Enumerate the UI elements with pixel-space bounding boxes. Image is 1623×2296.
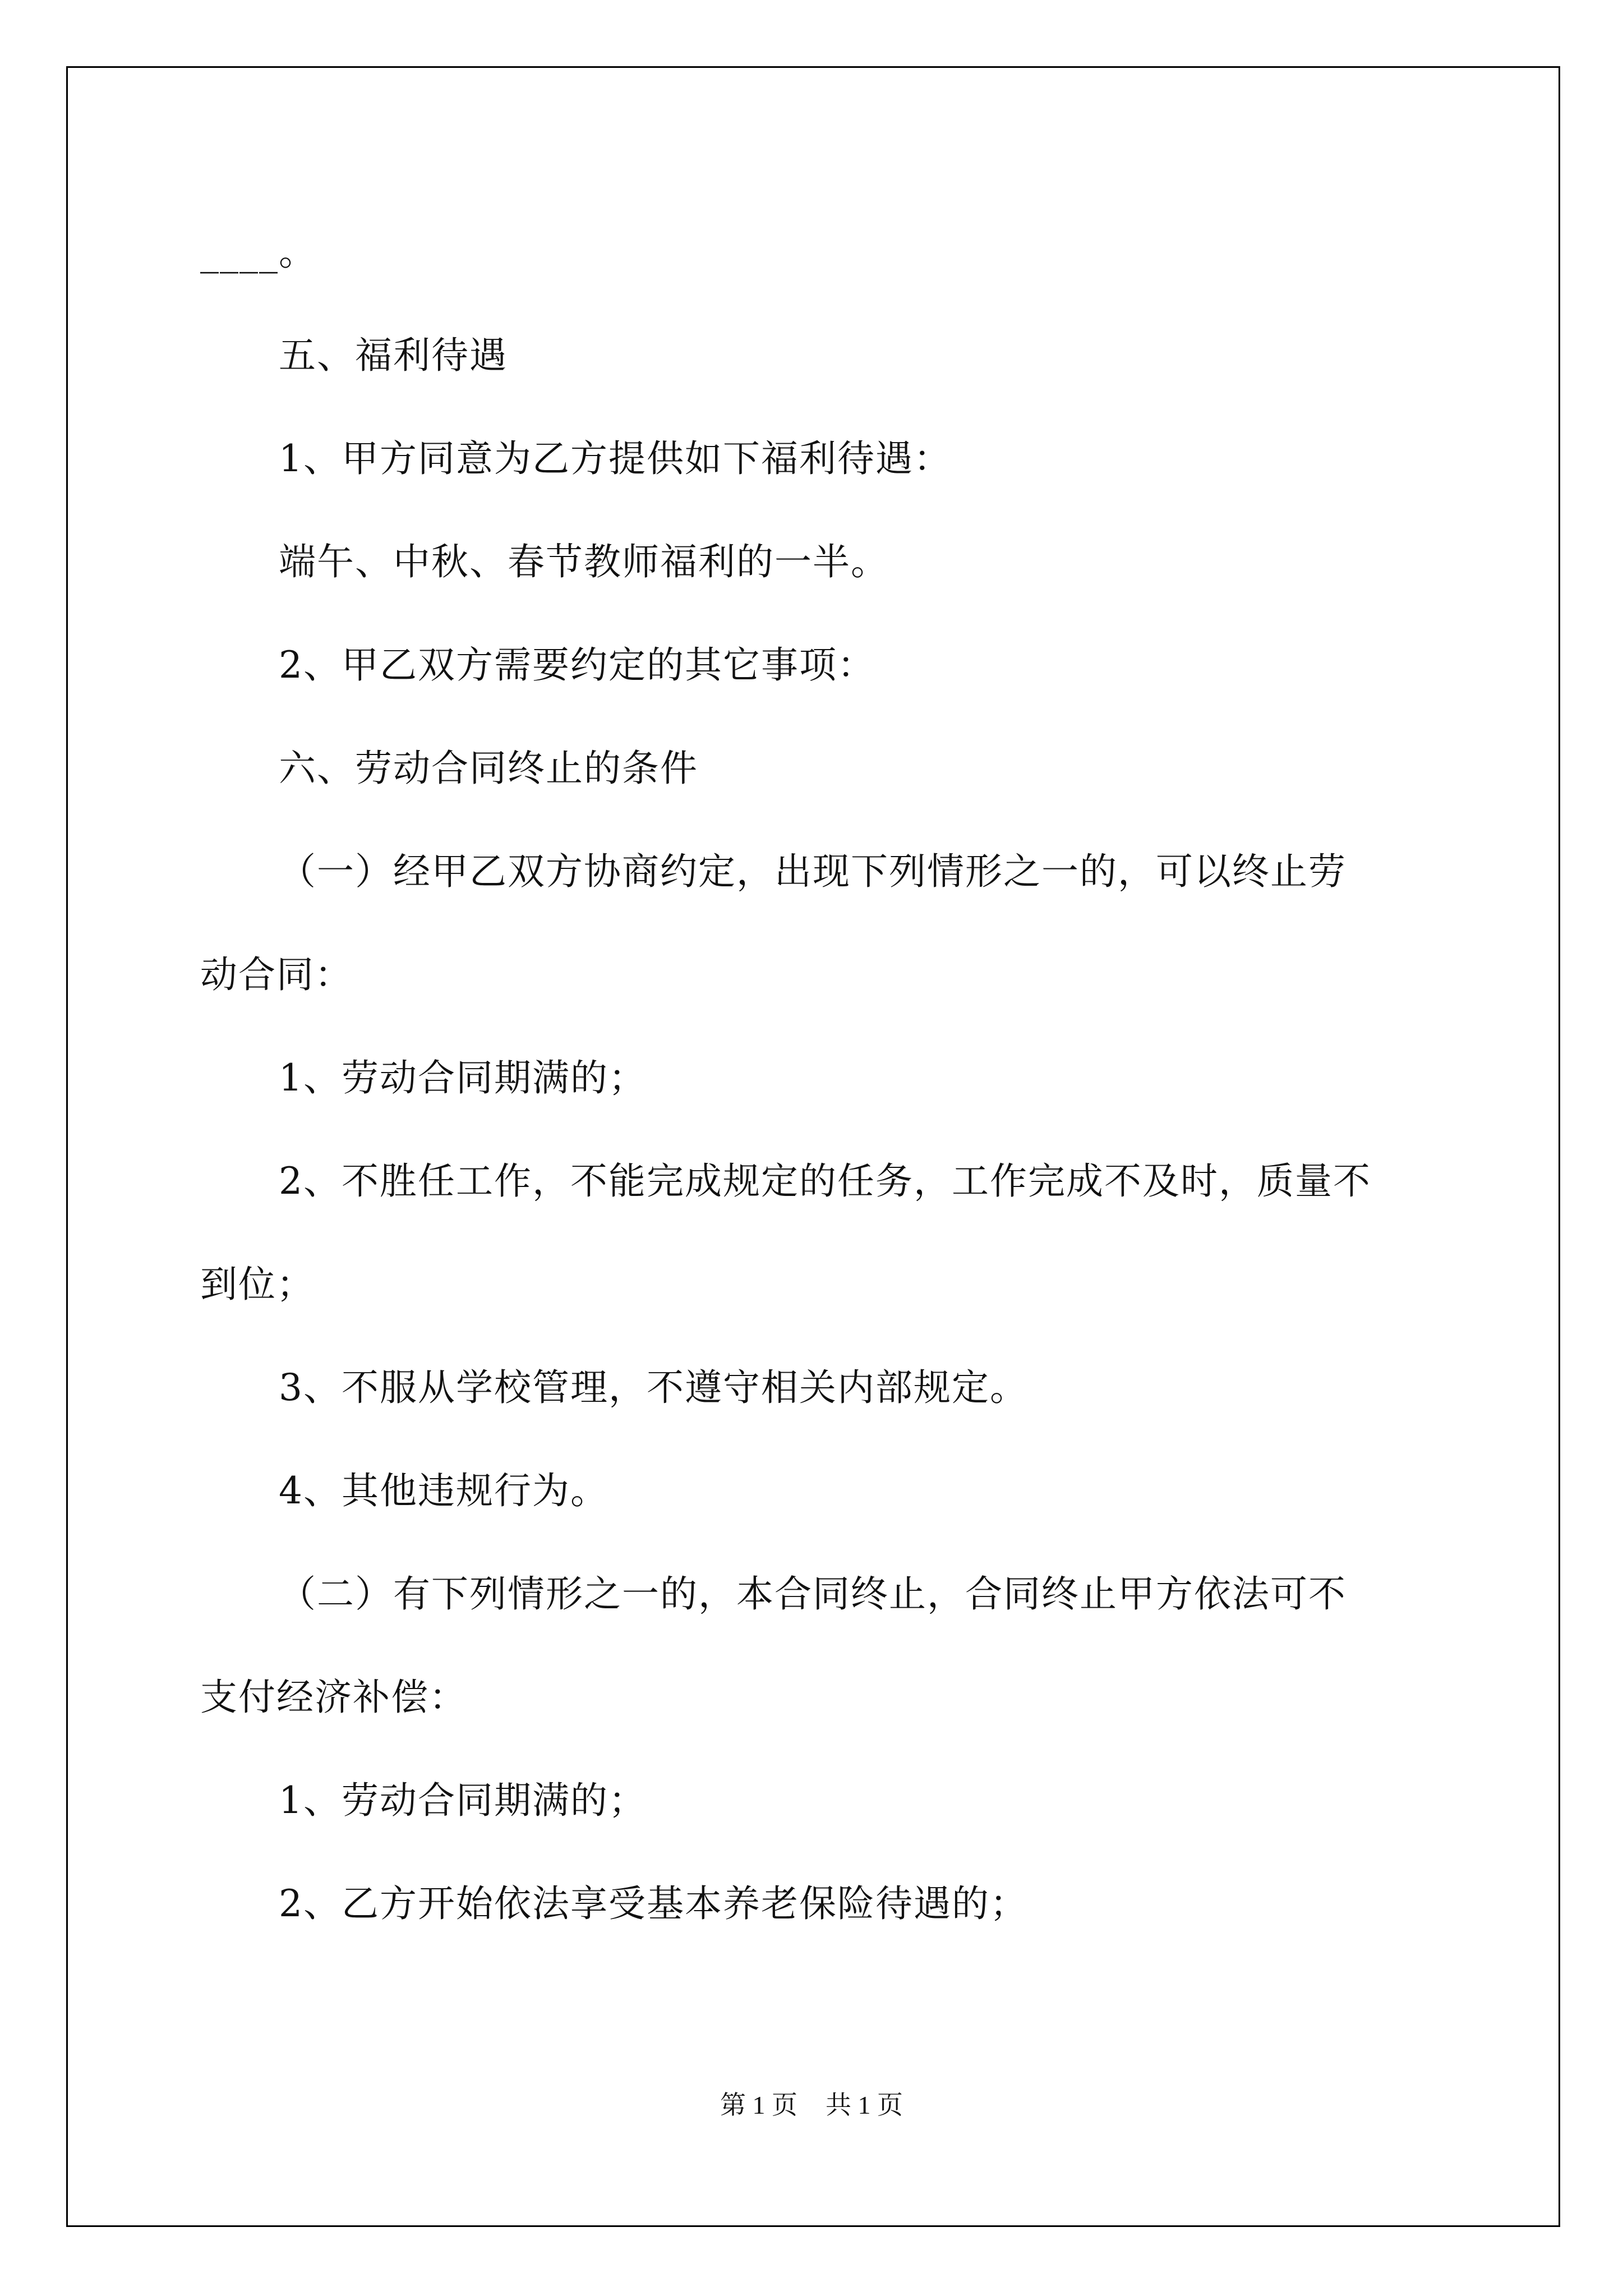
text-line: 六、劳动合同终止的条件 [279, 747, 698, 790]
text-line: 支付经济补偿： [200, 1676, 467, 1719]
text-line: 动合同： [200, 953, 353, 996]
text-line: 端午、中秋、春节教师福利的一半。 [279, 540, 889, 583]
text-line: 1、劳动合同期满的； [279, 1779, 647, 1822]
text-line: 2、乙方开始依法享受基本养老保险待遇的； [279, 1882, 1028, 1925]
text-line: 4、其他违规行为。 [279, 1469, 608, 1512]
document-body [200, 224, 1434, 1979]
page-total: 共 1 页 [826, 2091, 903, 2119]
text-line: ____。 [200, 231, 317, 274]
text-line: 五、福利待遇 [279, 334, 508, 377]
text-line: （一）经甲乙双方协商约定，出现下列情形之一的，可以终止劳 [279, 850, 1347, 893]
text-line: （二）有下列情形之一的，本合同终止，合同终止甲方依法可不 [279, 1572, 1347, 1616]
page-number: 第 1 页 [720, 2091, 797, 2119]
text-line: 1、劳动合同期满的； [279, 1056, 647, 1099]
text-line: 3、不服从学校管理，不遵守相关内部规定。 [279, 1366, 1028, 1409]
page-footer [0, 2088, 1623, 2122]
text-line: 2、不胜任工作，不能完成规定的任务，工作完成不及时，质量不 [279, 1159, 1371, 1203]
text-line: 到位； [200, 1263, 315, 1306]
text-line: 2、甲乙双方需要约定的其它事项： [279, 643, 875, 687]
text-line: 1、甲方同意为乙方提供如下福利待遇： [279, 437, 952, 480]
